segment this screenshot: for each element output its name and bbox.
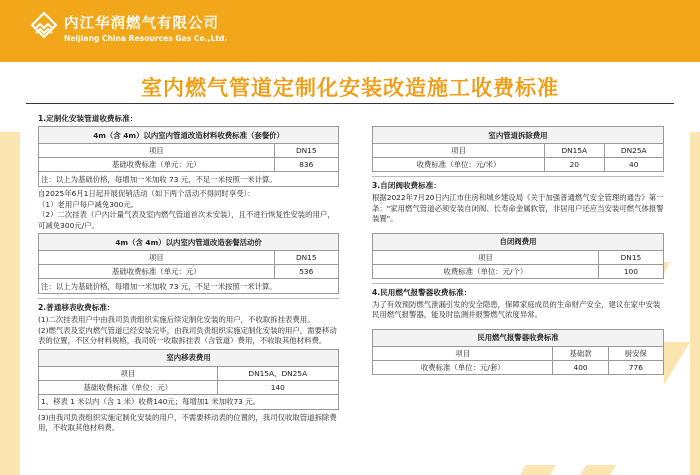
table-header: 项目: [39, 144, 275, 158]
table-header: 项目: [373, 250, 599, 264]
divider: [38, 298, 339, 299]
table-cell: 776: [608, 360, 663, 374]
section-4-title: 4.民用燃气报警器收费标准：: [372, 287, 472, 297]
company-name-en: Neijiang China Resources Gas Co.,Ltd.: [64, 34, 228, 43]
package-price-table: [38, 233, 339, 294]
table-caption: 自闭阀费用: [373, 233, 664, 250]
table-cell: 收费标准（单位：元/个）: [373, 264, 599, 278]
section-3-title: 3.自闭阀收费标准：: [372, 181, 441, 190]
table-cell: 基础收费标准（单元：元）: [39, 158, 275, 172]
gas-alarm-table: [372, 329, 664, 375]
section-2-para-3: (3)由我司负责组织实施定制化安装的用户，不需要移动表的位置的，我司仅收取管道拆除费用，不收取其他材料费。: [38, 412, 337, 432]
table-cell: 536: [274, 265, 338, 279]
table-header: DN15A、DN25A: [217, 366, 338, 380]
promo-line: （1）老用户每户减免300元。: [38, 199, 139, 209]
left-column: [38, 110, 339, 434]
table-header: DN15: [274, 144, 338, 158]
section-2-para: (2)燃气表及室内燃气管道已经安装完毕，由我司负责组织实施定制化安装的用户，需要移动表的位置，不区分材料规格，我司统一收取拆挂表（含管道）费用，不收取其他材料费。: [38, 325, 337, 345]
section-4-para: 为了有效预防燃气泄漏引发的安全隐患，保障家庭成员的生命财产安全，建议在家中安装民用燃气报警器，能及时监测并报警燃气浓度异常。: [372, 299, 661, 319]
material-fee-table: [38, 126, 339, 187]
table-note: 注：以上为基础价格，每增加一米加收 73 元，不足一米按照一米计算。: [39, 279, 339, 294]
move-meter-table: [38, 349, 339, 410]
pipe-removal-table: [372, 126, 664, 172]
table-header: 厨安保: [608, 346, 663, 360]
section-2-para: (1)二次挂表用户中由我司负责组织实施后续定制化安装的用户，不收取拆挂表费用。: [38, 315, 315, 324]
section-1-title: 1.定制化安装管道收费标准：: [38, 114, 138, 123]
promo-line: （2）二次挂表（户内计量气表及室内燃气管道首次未安装），且不进行恢复性安装的用户，可减免300元/户。: [38, 210, 335, 230]
table-header: 项目: [39, 366, 218, 380]
divider: [372, 283, 664, 284]
table-cell: 收费标准（单位：元/米）: [373, 158, 545, 172]
section-2-title: 2.普通移表收费标准：: [38, 303, 115, 312]
table-header: DN15: [598, 250, 663, 264]
table-cell: 基础收费标准（单位：元）: [39, 380, 218, 394]
table-cell: 100: [598, 264, 663, 278]
table-cell: 140: [217, 380, 338, 394]
section-3-para: 根据2022年7月20日内江市住房和城乡建设局《关于加强普通燃气安全管理的通告》第一条："家用燃气管道必须安装自闭阀、长寿命金属软管，非居用户还应当安装可燃气体报警装置"。: [372, 193, 664, 223]
table-caption: 室内管道拆除费用: [373, 127, 664, 144]
company-logo-icon: [30, 11, 58, 45]
table-header: 基础款: [553, 346, 608, 360]
promo-line: 自2025年6月1日起开展促销活动（如下两个活动不得同时享受）：: [38, 189, 255, 198]
table-cell: 收费标准（单位：元/套）: [373, 360, 553, 374]
table-cell: 基础收费标准（单元：元）: [39, 265, 275, 279]
table-cell: 400: [553, 360, 608, 374]
table-header: 项目: [373, 144, 545, 158]
table-cell: 836: [274, 158, 338, 172]
company-name-cn: 内江华润燃气有限公司: [64, 16, 219, 32]
table-cell: 20: [545, 158, 604, 172]
table-note: 1、移表 1 米以内（含 1 米）收费140元；每增加1 米加收73 元。: [39, 394, 339, 409]
table-header: 项目: [373, 346, 553, 360]
table-cell: 40: [604, 158, 663, 172]
table-caption: 4m（含 4m）以内室内管道改造套餐活动价: [39, 234, 339, 251]
table-note: 注：以上为基础价格，每增加一米加收 73 元，不足一米按照一米计算。: [39, 172, 339, 187]
title-divider: [26, 103, 674, 104]
table-caption: 室内移表费用: [39, 349, 339, 366]
table-caption: 4m（含 4m）以内室内管道改造材料收费标准（套餐价）: [39, 127, 339, 144]
content-panel: [38, 110, 664, 465]
table-header: 项目: [39, 251, 275, 265]
divider: [372, 176, 664, 177]
page-title: 室内燃气管道定制化安装改造施工收费标准: [141, 76, 559, 100]
table-header: DN25A: [604, 144, 663, 158]
table-caption: 民用燃气报警器收费标准: [373, 329, 664, 346]
table-header: DN15A: [545, 144, 604, 158]
right-column: [372, 110, 664, 375]
self-closing-valve-table: [372, 233, 664, 279]
table-header: DN15: [274, 251, 338, 265]
